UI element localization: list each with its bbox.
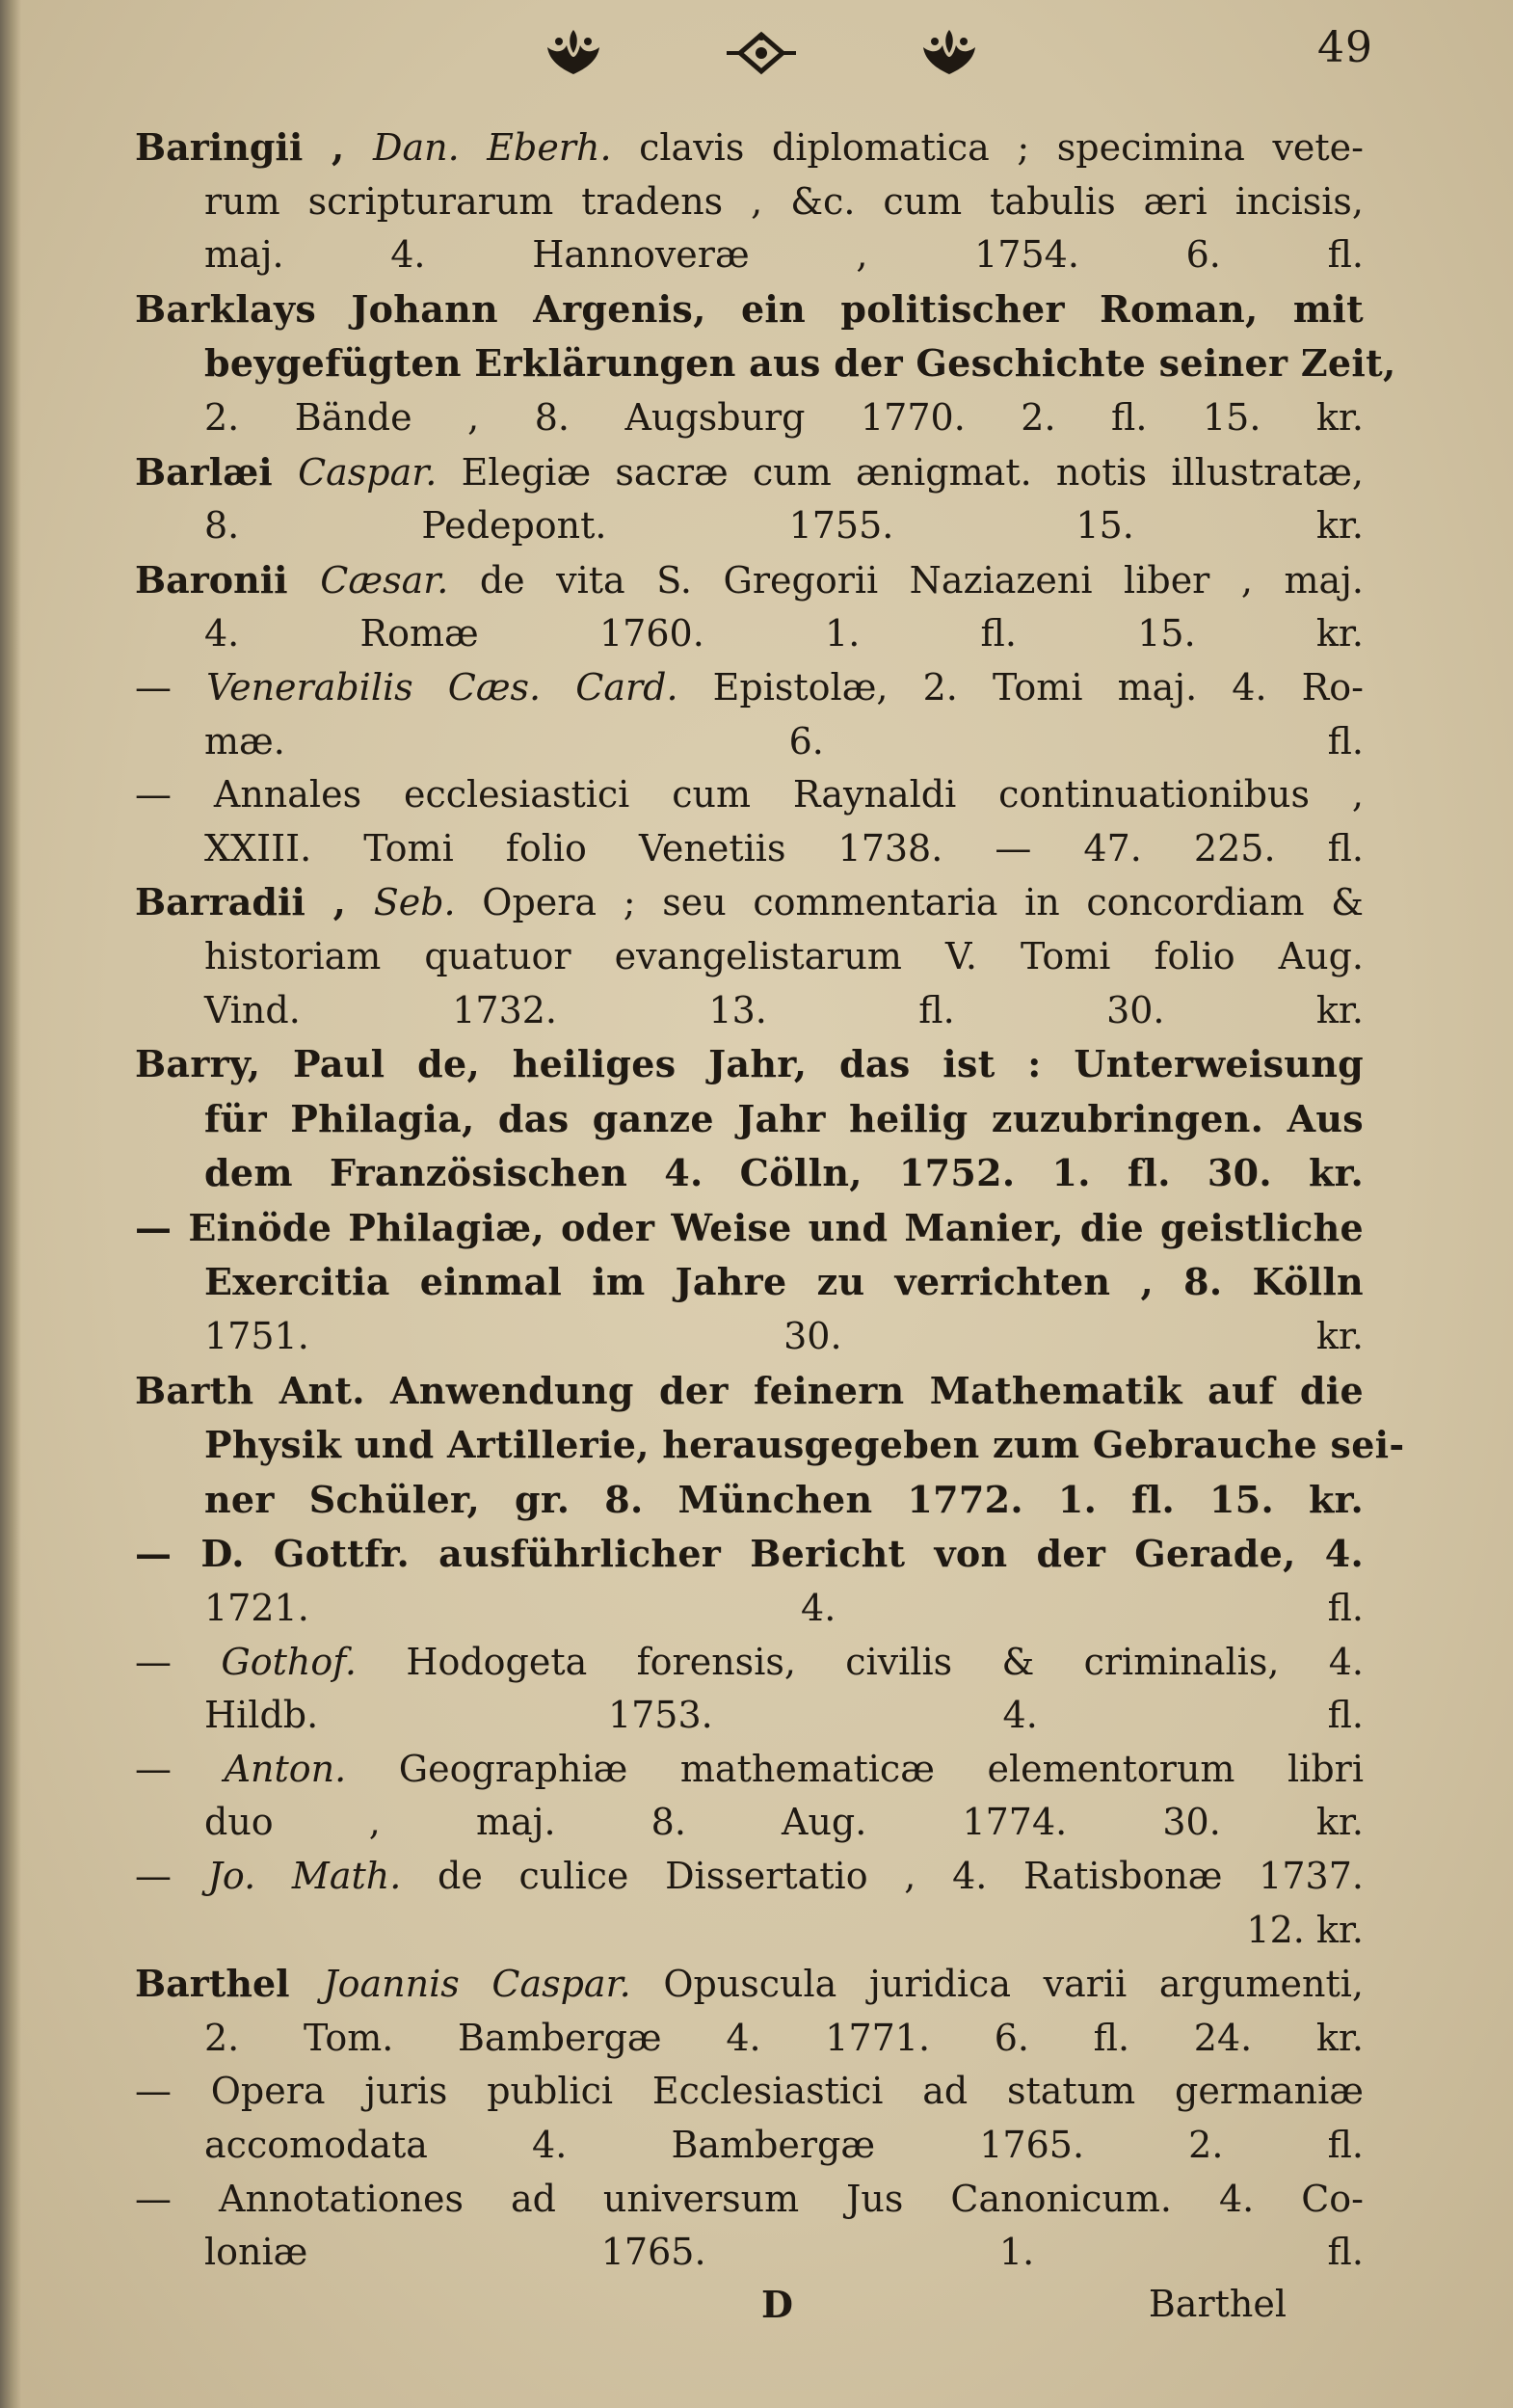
fleuron-icon [540, 24, 607, 82]
entry-text: Vind. 1732. 13. fl. 30. kr. [204, 988, 1364, 1031]
entry-line [135, 1743, 1364, 1797]
entry-text: Barradii , [135, 880, 374, 924]
header-ornaments [540, 19, 983, 87]
entry-text: Barthel [135, 1962, 324, 2006]
entry-line [135, 715, 1364, 769]
catalog-entry [135, 1201, 1364, 1364]
page-footer [135, 2283, 1364, 2341]
entry-text: Baringii , [135, 125, 373, 169]
entry-text: beygefügten Erklärungen aus der Geschichte seiner Zeit, [204, 341, 1396, 386]
entry-line [135, 875, 1364, 930]
entry-text: Barlæi [135, 449, 299, 494]
entry-text: — [135, 1855, 208, 1897]
entry-line [135, 1473, 1364, 1528]
entry-text: Exercitia einmal im Jahre zu verrichten , 8. Kölln [204, 1260, 1364, 1304]
entry-text: Venerabilis Cæs. Card. [206, 665, 678, 709]
catalog-entry [135, 661, 1364, 768]
entry-text: 12. kr. [1246, 1908, 1364, 1951]
catalog-entry [135, 282, 1396, 445]
entry-line [135, 1796, 1364, 1850]
entry-line [135, 1527, 1364, 1582]
entry-text: loniæ 1765. 1. fl. [204, 2231, 1364, 2274]
catalog-entry [135, 2173, 1364, 2280]
catalog-entry [135, 1037, 1364, 1201]
entry-text: Cæsar. [320, 558, 449, 602]
entry-text: duo , maj. 8. Aug. 1774. 30. kr. [204, 1801, 1364, 1844]
entry-line [135, 2065, 1364, 2119]
entry-text: Gothof. [221, 1640, 357, 1683]
entry-text: Jo. Math. [207, 1855, 402, 1897]
catalog-entry [135, 120, 1364, 282]
entry-line [135, 1418, 1405, 1473]
entry-text: de culice Dissertatio , 4. Ratisbonæ 1737. [401, 1855, 1364, 1897]
entry-text: 1721. 4. fl. [204, 1587, 1364, 1630]
diamond-ornament-icon [723, 29, 800, 77]
entry-text: — [135, 665, 207, 709]
entry-text: 1751. 30. kr. [204, 1315, 1364, 1358]
fleuron-icon [916, 24, 983, 82]
catchword: Barthel [1148, 2283, 1287, 2325]
entry-text: Hildb. 1753. 4. fl. [204, 1694, 1364, 1737]
catalog-entry [135, 1743, 1364, 1850]
entry-line [135, 1092, 1364, 1147]
entry-text: für Philagia, das ganze Jahr heilig zuzubringen. Aus [204, 1096, 1364, 1140]
entry-text: 2. Bände , 8. Augsburg 1770. 2. fl. 15. kr. [204, 395, 1364, 439]
entry-text: Seb. [373, 881, 456, 924]
entry-line [135, 1255, 1364, 1310]
entry-line [135, 1310, 1364, 1364]
entry-text: Opuscula juridica varii argumenti, [630, 1963, 1364, 2006]
entry-line [135, 822, 1364, 876]
entry-text: Dan. Eberh. [372, 126, 612, 169]
catalog-entry [135, 553, 1364, 661]
entry-text: Elegiæ sacræ cum ænigmat. notis illustratæ, [437, 450, 1364, 494]
entry-text: clavis diplomatica ; specimina vete- [611, 126, 1364, 169]
entry-line [135, 175, 1364, 229]
entry-text: 2. Tom. Bambergæ 4. 1771. 6. fl. 24. kr. [204, 2016, 1364, 2059]
entry-text: mæ. 6. fl. [204, 719, 1364, 763]
entry-text: — Opera juris publici Ecclesiastici ad statum germaniæ [135, 2070, 1364, 2113]
entry-text: 4. Romæ 1760. 1. fl. 15. kr. [204, 612, 1364, 656]
entry-line [135, 391, 1364, 445]
catalog-entries [135, 120, 1405, 2280]
entry-line [135, 2119, 1364, 2173]
entry-line [135, 553, 1364, 608]
entry-line [135, 1904, 1364, 1958]
entry-text: maj. 4. Hannoveræ , 1754. 6. fl. [204, 233, 1364, 277]
entry-text: — D. Gottfr. ausführlicher Bericht von der Gerade, 4. [135, 1532, 1364, 1576]
entry-text: Joannis Caspar. [323, 1963, 631, 2006]
entry-text: rum scripturarum tradens , &c. cum tabulis æri incisis, [204, 179, 1364, 223]
entry-text: — [135, 1747, 225, 1790]
entry-line [135, 1850, 1364, 1904]
entry-text: Barry, Paul de, heiliges Jahr, das ist : Unterweisung [135, 1042, 1364, 1086]
entry-text: historiam quatuor evangelistarum V. Tomi folio Aug. [204, 934, 1364, 977]
catalog-entry [135, 2065, 1364, 2172]
entry-line [135, 1957, 1364, 2012]
entry-text: ner Schüler, gr. 8. München 1772. 1. fl. 15. kr. [204, 1477, 1364, 1521]
entry-line [135, 1146, 1364, 1201]
page-spine-shadow [0, 0, 21, 2408]
entry-line [135, 1582, 1364, 1636]
catalog-entry [135, 445, 1364, 553]
entry-text: dem Französischen 4. Cölln, 1752. 1. fl. 30. kr. [204, 1151, 1364, 1195]
entry-text: Barth Ant. Anwendung der feinern Mathematik auf die [135, 1368, 1364, 1412]
entry-line [135, 499, 1364, 553]
entry-text: — Einöde Philagiæ, oder Weise und Manier, die geistliche [135, 1205, 1364, 1249]
entry-line [135, 661, 1364, 715]
entry-text: accomodata 4. Bambergæ 1765. 2. fl. [204, 2123, 1364, 2166]
entry-text: — Annotationes ad universum Jus Canonicum. 4. Co- [135, 2177, 1364, 2220]
entry-text: Anton. [224, 1747, 347, 1790]
entry-line [135, 607, 1364, 661]
entry-line [135, 336, 1396, 391]
entry-line [135, 282, 1364, 337]
entry-text: — Annales ecclesiastici cum Raynaldi continuationibus , [135, 773, 1364, 816]
entry-text: Opera ; seu commentaria in concordiam & [455, 881, 1364, 924]
entry-line [135, 228, 1364, 282]
entry-line [135, 120, 1364, 175]
catalog-entry [135, 1636, 1364, 1743]
entry-text: — [135, 1640, 222, 1683]
entry-text: de vita S. Gregorii Naziazeni liber , maj. [448, 558, 1365, 602]
catalog-entry [135, 1527, 1364, 1635]
entry-line [135, 2173, 1364, 2227]
entry-line [135, 1636, 1364, 1690]
catalog-entry [135, 768, 1364, 875]
entry-text: Geographiæ mathematicæ elementorum libri [346, 1747, 1364, 1790]
entry-text: Physik und Artillerie, herausgegeben zum Gebrauche sei- [204, 1423, 1405, 1467]
entry-line [135, 1037, 1364, 1092]
entry-text: 8. Pedepont. 1755. 15. kr. [204, 504, 1364, 548]
entry-line [135, 930, 1364, 984]
entry-text: Epistolæ, 2. Tomi maj. 4. Ro- [677, 665, 1364, 709]
entry-line [135, 984, 1364, 1038]
entry-text: Barklays Johann Argenis, ein politischer Roman, mit [135, 286, 1364, 331]
page-number: 49 [1317, 23, 1373, 72]
entry-text: XXIII. Tomi folio Venetiis 1738. — 47. 225. fl. [204, 826, 1364, 870]
entry-line [135, 1689, 1364, 1743]
signature-mark: D [761, 2283, 793, 2326]
catalog-entry [135, 875, 1364, 1037]
entry-text: Caspar. [298, 450, 438, 494]
entry-line [135, 2012, 1364, 2066]
entry-text: Baronii [135, 557, 321, 602]
entry-line [135, 768, 1364, 822]
entry-line [135, 2226, 1364, 2280]
entry-text: Hodogeta forensis, civilis & criminalis, 4. [357, 1640, 1364, 1683]
catalog-entry [135, 1957, 1364, 2065]
catalog-entry [135, 1850, 1364, 1957]
entry-line [135, 1364, 1364, 1419]
entry-line [135, 445, 1364, 500]
entry-line [135, 1201, 1364, 1256]
catalog-entry [135, 1364, 1405, 1528]
